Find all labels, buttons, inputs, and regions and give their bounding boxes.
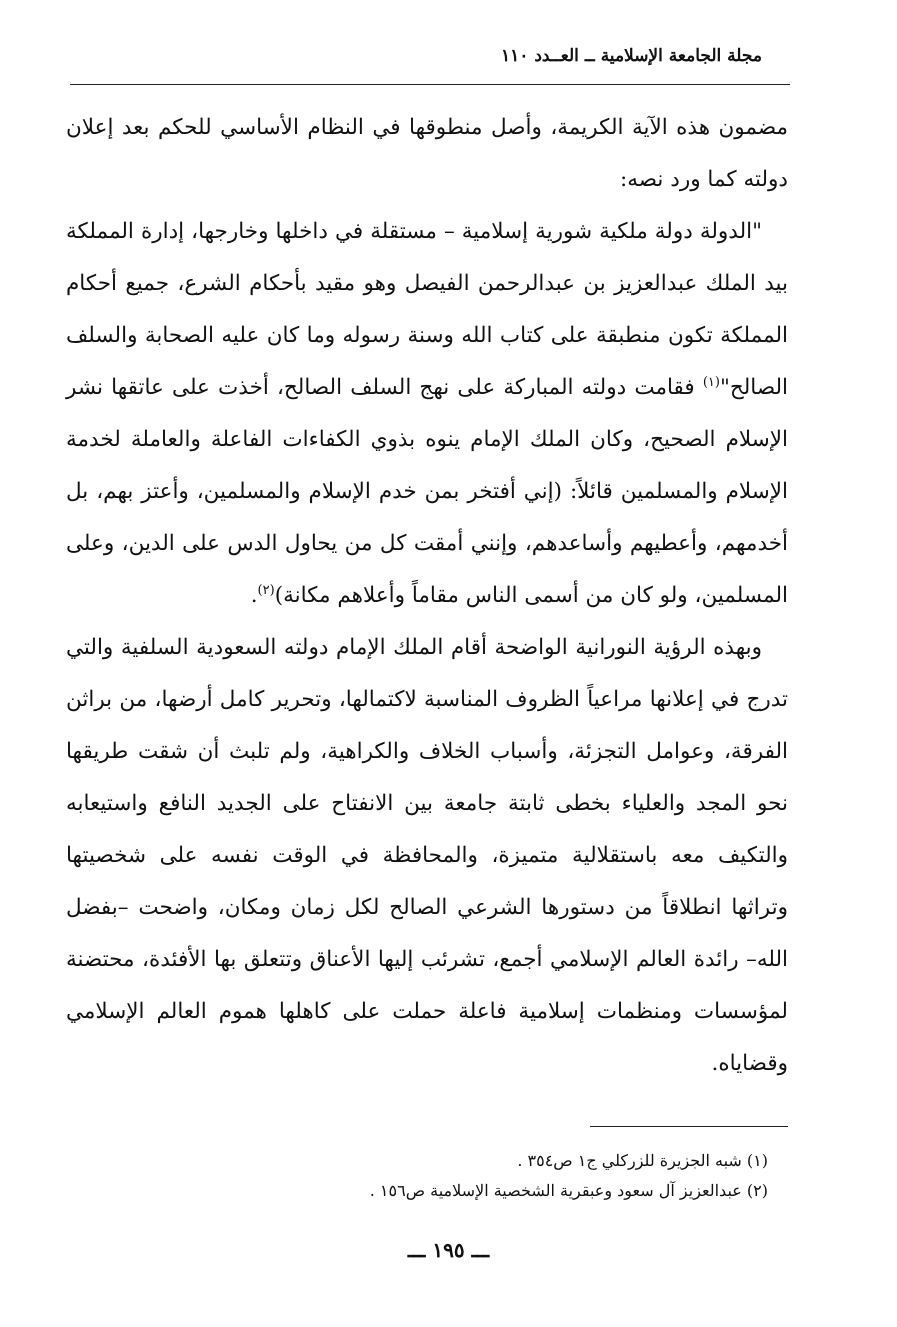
paragraph-2 [66,206,788,622]
paragraph-2-continued: فقامت دولته المباركة على نهج السلف الصالح، أخذت على عاتقها نشر الإسلام الصحيح، وكان الملك الإمام ينوه بذوي الكفاءات الفاعلة والعاملة لخدمة الإسلام والمسلمين قائلاً: (إني أفتخر بمن خدم الإسلام والمسلمين، وأعتز بهم، بل أخدمهم، وأعطيهم وأساعدهم، وإنني أمقت كل من يحاول الدس على الدين، وعلى المسلمين، ولو كان من أسمى الناس مقاماً وأعلاهم مكانة) [66,375,788,608]
paragraph-2-end: . [250,583,258,608]
main-text [66,102,788,1090]
page-number: ـــ ١٩٥ ـــ [407,1238,490,1262]
footnote-ref-2: (٢) [257,582,275,598]
running-header: مجلة الجامعة الإسلامية ــ العــدد ١١٠ [501,46,762,66]
footnote-1: (١) شبه الجزيرة للزركلي ج١ ص٣٥٤ . [517,1151,768,1170]
paragraph-1: مضمون هذه الآية الكريمة، وأصل منطوقها في النظام الأساسي للحكم بعد إعلان دولته كما ورد نصه: [66,115,788,192]
header-rule [70,84,790,85]
footnote-ref-1: (١) [702,374,720,390]
footnotes [200,1146,768,1206]
footnote-2: (٢) عبدالعزيز آل سعود وعبقرية الشخصية الإسلامية ص١٥٦ . [369,1181,768,1200]
footnote-rule [590,1126,788,1127]
paragraph-3: وبهذه الرؤية النورانية الواضحة أقام الملك الإمام دولته السعودية السلفية والتي تدرج في إعلانها مراعياً الظروف المناسبة لاكتمالها، وتحرير كامل أرضها، من براثن الفرقة، وعوامل التجزئة، وأسباب الخلاف والكراهية، ولم تلبث أن شقت طريقها نحو المجد والعلياء بخطى ثابتة جامعة بين الانفتاح على الجديد النافع واستيعابه والتكيف معه باستقلالية متميزة، والمحافظة في الوقت نفسه على شخصيتها وتراثها انطلاقاً من دستورها الشرعي الصالح لكل زمان ومكان، واضحت –بفضل الله– رائدة العالم الإسلامي أجمع، تشرئب إليها الأعناق وتتعلق بها الأفئدة، محتضنة لمؤسسات ومنظمات إسلامية فاعلة حملت على كاهلها هموم العالم الإسلامي وقضاياه. [66,635,788,1076]
quoted-text: "الدولة دولة ملكية شورية إسلامية – مستقلة في داخلها وخارجها، إدارة المملكة بيد الملك عبدالعزيز بن عبدالرحمن الفيصل وهو مقيد بأحكام الشرع، جميع أحكام المملكة تكون منطبقة على كتاب الله وسنة رسوله وما كان عليه الصحابة والسلف الصالح" [66,219,788,400]
